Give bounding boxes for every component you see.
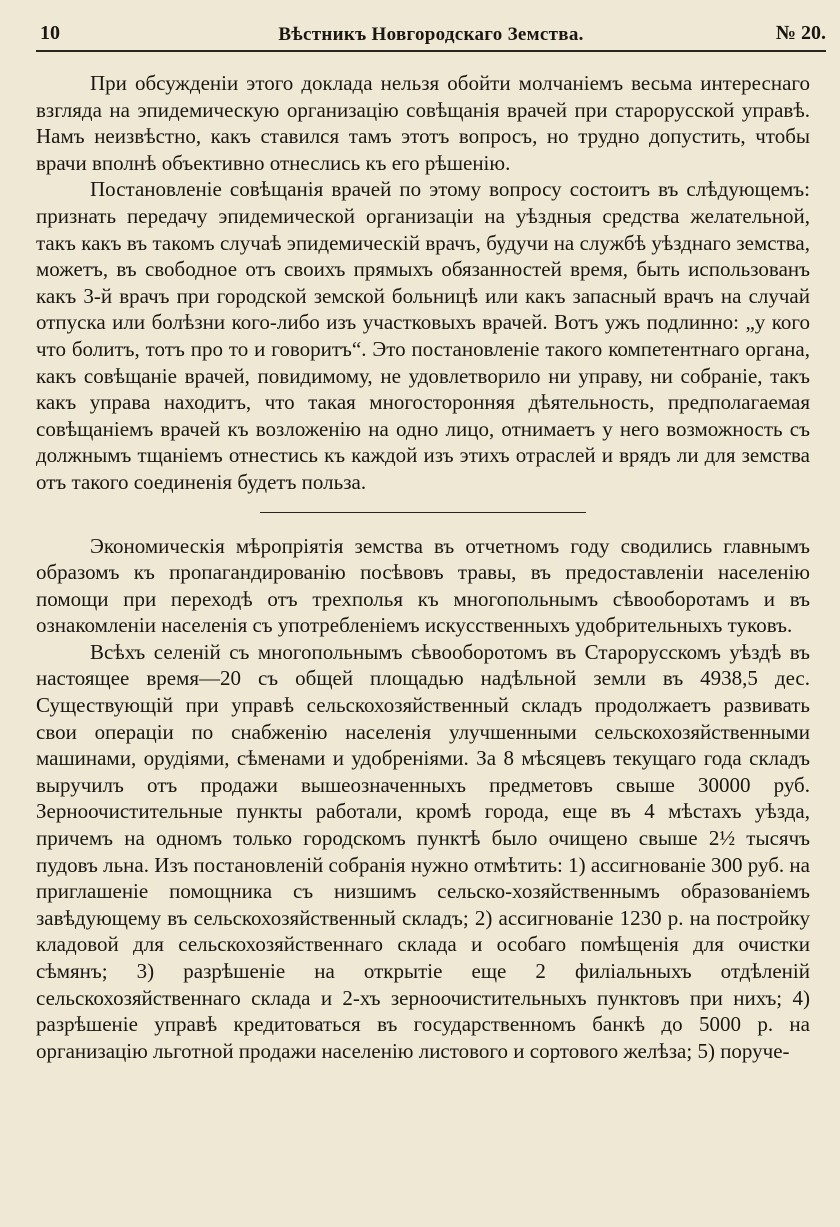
journal-title: Вѣстникъ Новгородскаго Земства. [278,24,584,45]
issue-number: № 20. [775,22,826,44]
paragraph: Всѣхъ селеній съ многопольнымъ сѣвооборотомъ въ Старорусскомъ уѣздѣ въ настоящее время—20 съ общей площадью надѣльной земли въ 4938,5 дес. Существующій при управѣ сельскохозяйственный складъ продолжаетъ развивать свои операціи по снабженію населенія улучшенными сельскохозяйственными машинами, орудіями, сѣменами и удобреніями. За 8 мѣсяцевъ текущаго года складъ выручилъ отъ продажи вышеозначенныхъ предметовъ свыше 30000 руб. Зерноочистительные пункты работали, кромѣ города, еще въ 4 мѣстахъ уѣзда, причемъ на одномъ только городскомъ пунктѣ было очищено свыше 2½ тысячъ пудовъ льна. Изъ постановленій собранія нужно отмѣтить: 1) ассигнованіе 300 руб. на приглашеніе помощника съ низшимъ сельско-хозяйственнымъ образованіемъ завѣдующему въ сельскохозяйственный складъ; 2) ассигнованіе 1230 р. на постройку кладовой для сельскохозяйственнаго склада и особаго помѣщенія для очистки сѣмянъ; 3) разрѣшеніе на открытіе еще 2 филіальныхъ отдѣленій сельскохозяйственнаго склада и 2-хъ зерноочистительныхъ пунктовъ при нихъ; 4) разрѣшеніе управѣ кредитоваться въ государственномъ банкѣ до 5000 р. на организацію льготной продажи населенію листового и сортового желѣза; 5) поруче- [36,639,810,1063]
running-header [36,16,826,52]
page-number: 10 [40,22,60,44]
page-body [36,70,810,1064]
section-divider [260,512,585,513]
paragraph: Экономическія мѣропріятія земства въ отчетномъ году сводились главнымъ образомъ къ пропагандированію посѣвовъ травы, въ предоставленіи населенію помощи при переходѣ отъ трехполья къ многопольнымъ сѣвооборотамъ и въ ознакомленіи населенія съ употребленіемъ искусственныхъ удобрительныхъ туковъ. [36,533,810,638]
paragraph: Постановленіе совѣщанія врачей по этому вопросу состоитъ въ слѣдующемъ: признать передачу эпидемической организаціи на уѣздныя средства желательной, такъ какъ въ такомъ случаѣ эпидемическій врачъ, будучи на службѣ уѣзднаго земства, можетъ, въ свободное отъ своихъ прямыхъ обязанностей время, быть использованъ какъ 3-й врачъ при городской земской больницѣ или какъ запасный врачъ на случай отпуска или болѣзни кого-либо изъ участковыхъ врачей. Вотъ ужъ подлинно: „у кого что болитъ, тотъ про то и говоритъ“. Это постановленіе такого компетентнаго органа, какъ совѣщаніе врачей, повидимому, не удовлетворило ни управу, ни собраніе, такъ какъ управа находитъ, что такая многосторонняя дѣятельность, предполагаемая совѣщаніемъ врачей къ возложенію на одно лицо, отнимаетъ у него возможность съ должнымъ тщаніемъ отнестись къ каждой изъ этихъ отраслей и врядъ ли для земства отъ такого соединенія будетъ польза. [36,177,810,494]
paragraph: При обсужденіи этого доклада нельзя обойти молчаніемъ весьма интереснаго взгляда на эпидемическую организацію совѣщанія врачей при старорусской управѣ. Намъ неизвѣстно, какъ ставился тамъ этотъ вопросъ, но трудно допустить, чтобы врачи вполнѣ объективно отнеслись къ его рѣшенію. [36,71,810,175]
